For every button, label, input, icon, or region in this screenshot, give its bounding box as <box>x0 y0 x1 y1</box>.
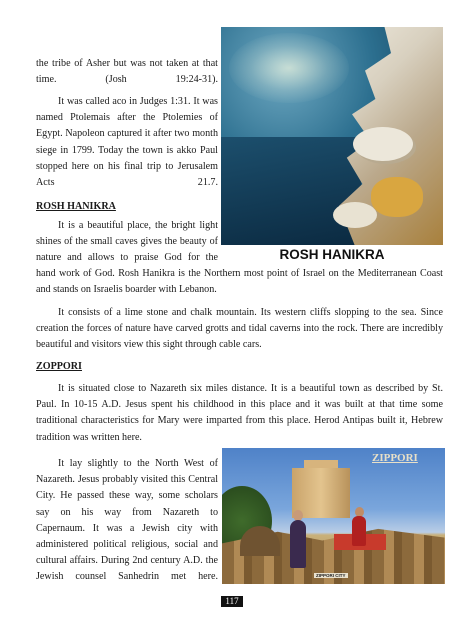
rosh-hanikra-photo-caption: ROSH HANIKRA <box>279 247 385 262</box>
rosh-hanikra-paragraph-full: hand work of God. Rosh Hanikra is the Northern most point of Israel on the Mediterranean Coast and stands on Israelis boarder with Lebanon. <box>36 268 443 296</box>
rosh-hanikra-paragraph-narrow: It is a beautiful place, the bright light shines of the small caves gives the beauty of nature and allows to praise God for the <box>36 220 218 264</box>
zippori-photo-label: ZIPPORI <box>372 452 418 464</box>
page-number: 117 <box>221 596 243 607</box>
rosh-hanikra-image <box>221 27 443 245</box>
zippori-photo-subcaption: ZIPPORI CITY <box>316 573 346 578</box>
intro-paragraph: the tribe of Asher but was not taken at that time. (Josh 19:24-31). <box>36 58 218 86</box>
zippori-heading: ZOPPORI <box>36 361 82 372</box>
rosh-hanikra-photo <box>221 27 443 264</box>
acco-paragraph: It was called aco in Judges 1:31. It was named Ptolemais after the Ptolemies of Egypt. Napoleon captured it after two month siege in 1799. Today the town is akko Paul stopped here on his final trip to Jerusalem Acts 21.7. <box>36 96 218 189</box>
zippori-paragraph-1: It is situated close to Nazareth six miles distance. It is a beautiful town as described by St. Paul. In 10-15 A.D. Jesus spent his childhood in this place and it was built at that time some traditional characteristics for Mary were imparted from this place. Herod Antipas built it, Hebrew tradition was written here. <box>36 383 443 443</box>
rosh-hanikra-heading: ROSH HANIKRA <box>36 201 116 212</box>
zippori-photo <box>222 448 445 584</box>
rosh-hanikra-paragraph-2: It consists of a lime stone and chalk mountain. Its western cliffs slopping to the sea. Since creation the forces of nature have carved grotts and tidal caverns into the rock. There are incredibly beautiful and visitors view this sight through cable cars. <box>36 307 443 351</box>
zippori-paragraph-2: It lay slightly to the North West of Nazareth. Jesus probably visited this Central City. He passed these way, some scholars say on his way from Nazareth to Capernaum. It was a Jewish city with administered political religious, social and cultural affairs. During 2nd century A.D. the Jewish counsel Sanhedrin met here. <box>36 458 218 583</box>
